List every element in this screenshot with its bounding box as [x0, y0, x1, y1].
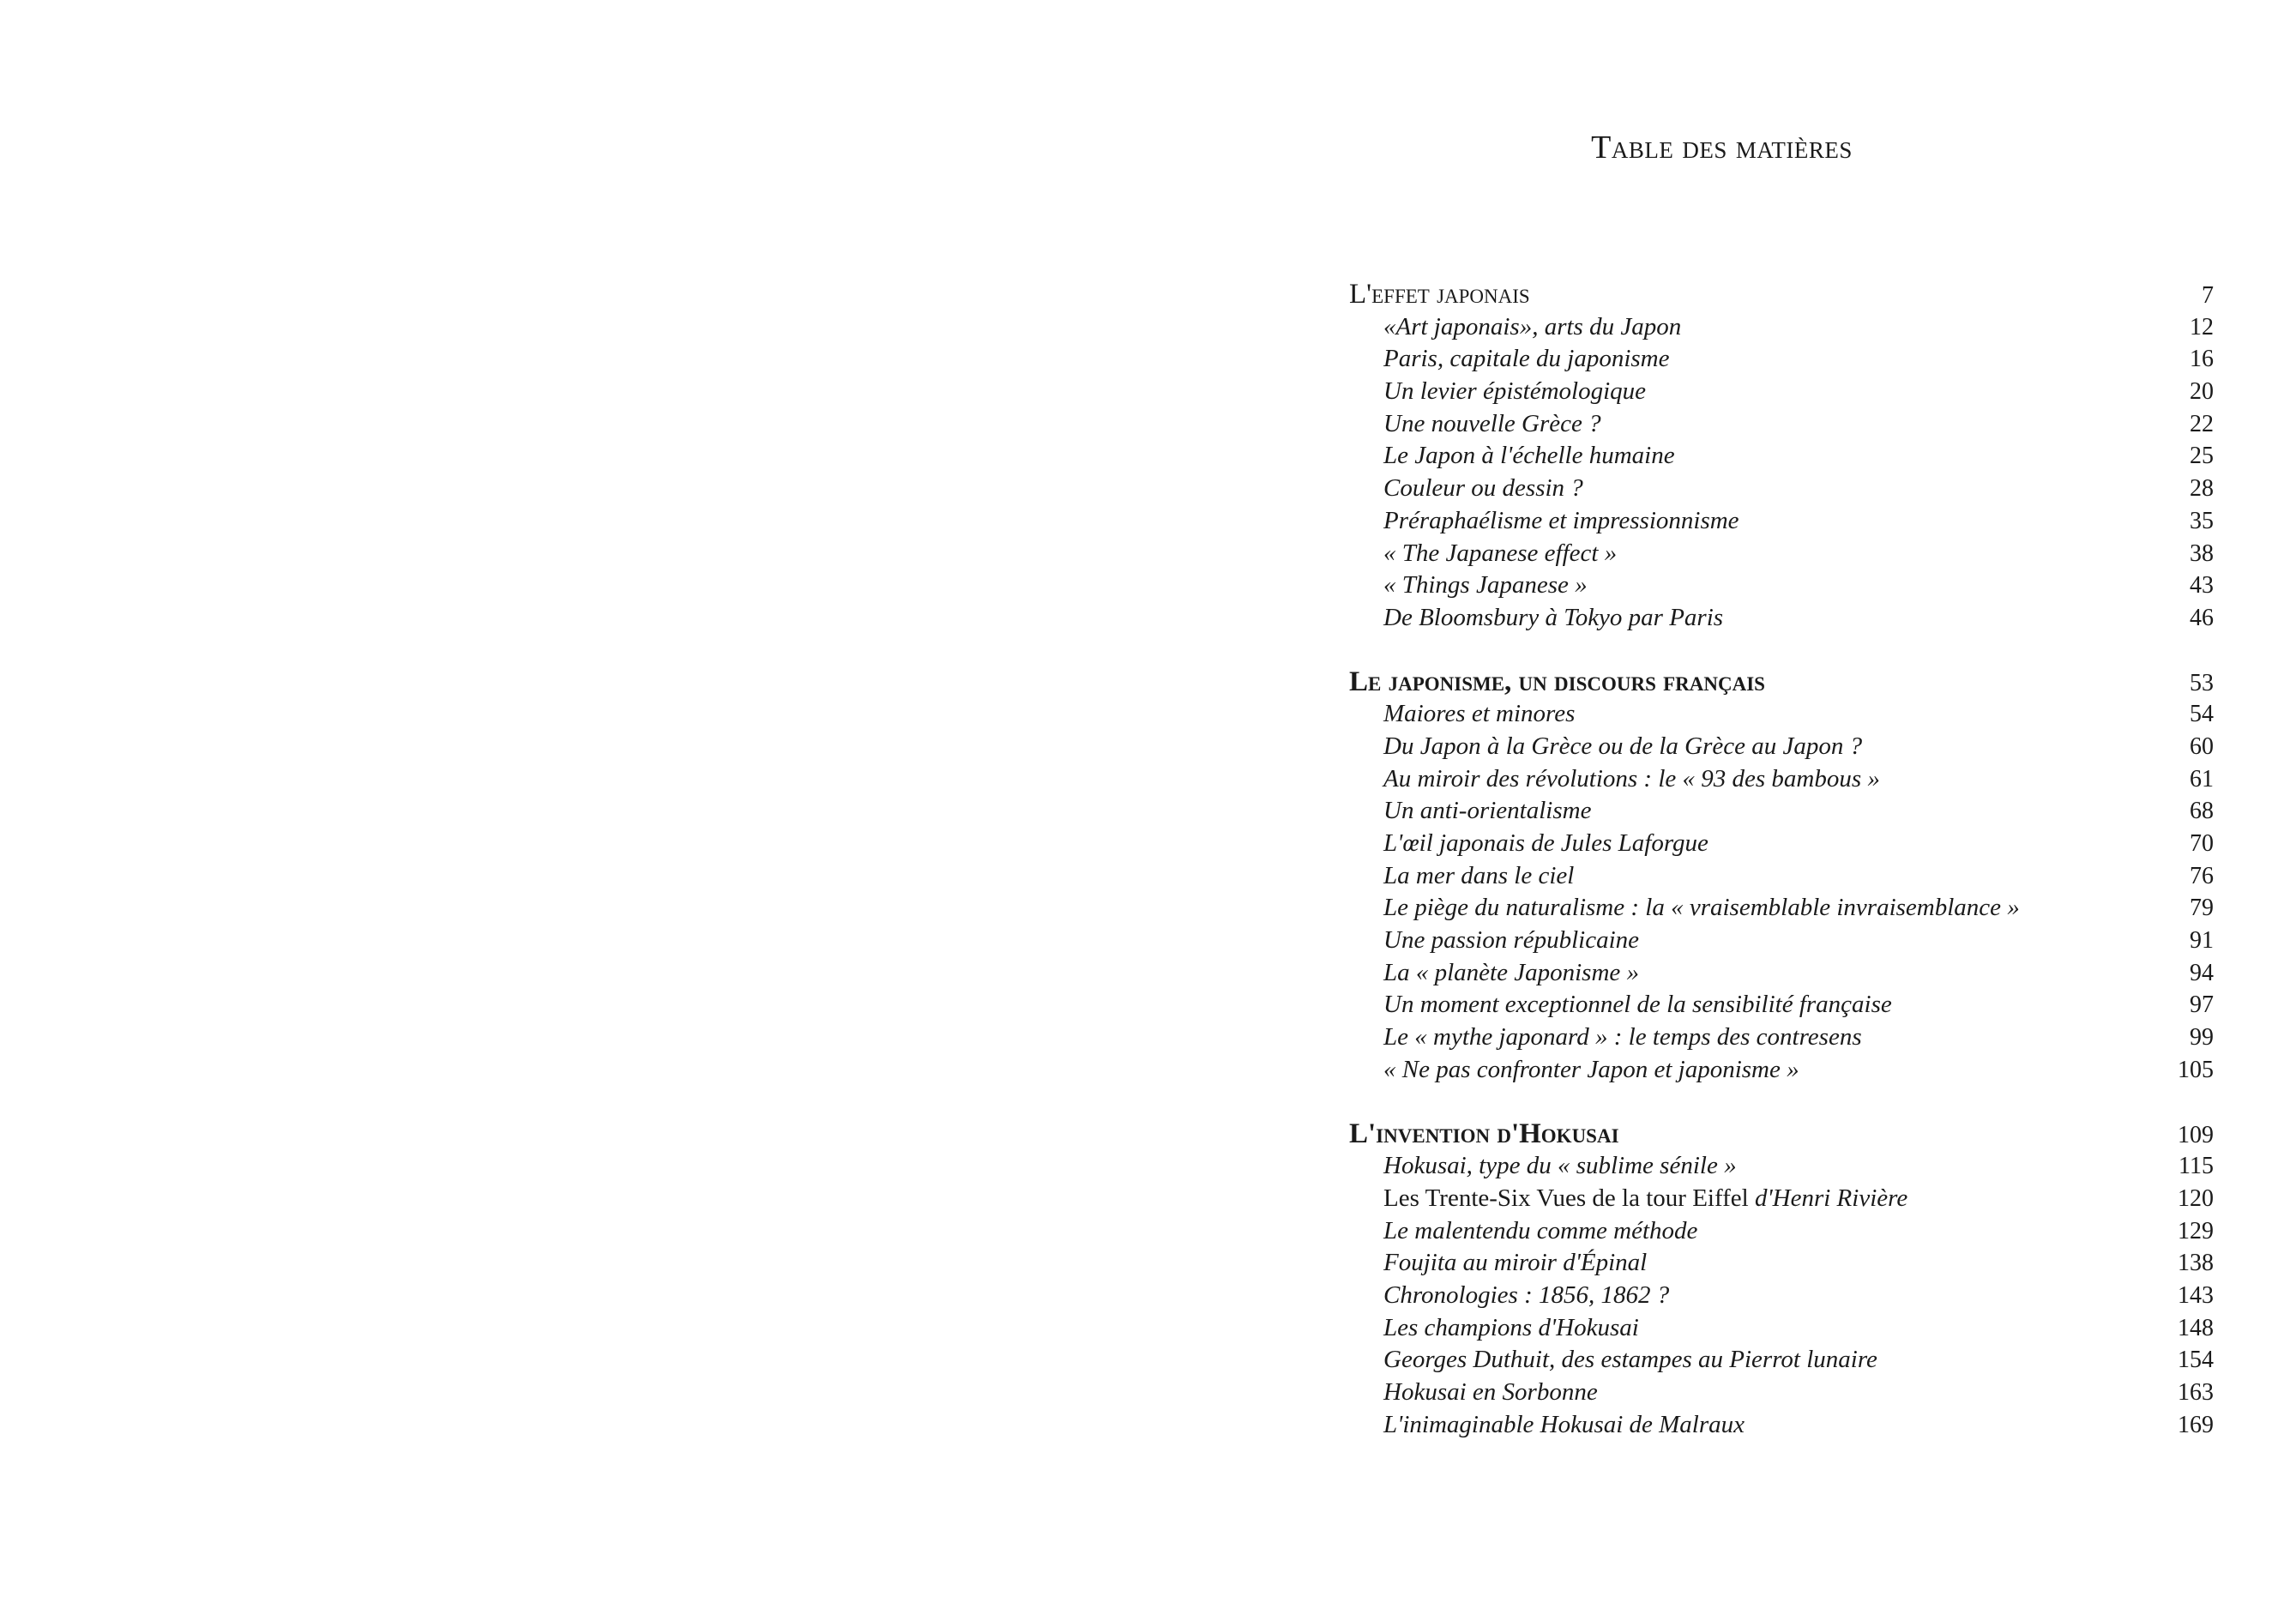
page-number: 115 [2178, 1153, 2214, 1180]
toc-entry[interactable] [1349, 925, 2214, 957]
page-number: 148 [2178, 1314, 2214, 1341]
toc-entry[interactable] [1349, 731, 2214, 763]
page-number: 46 [2190, 604, 2214, 631]
entry-label: Paris, capitale du japonisme [1383, 345, 1670, 373]
toc-entry[interactable] [1349, 569, 2214, 602]
page-number: 94 [2190, 959, 2214, 986]
toc-entry[interactable] [1349, 343, 2214, 376]
entry-label: Les champions d'Hokusai [1383, 1313, 1639, 1341]
table-of-contents [1349, 279, 2214, 1473]
entry-label: Une passion républicaine [1383, 926, 1640, 955]
toc-entry[interactable] [1349, 1150, 2214, 1183]
entry-label: L'œil japonais de Jules Laforgue [1383, 829, 1708, 857]
entry-label: Hokusai en Sorbonne [1383, 1378, 1598, 1406]
toc-entry[interactable] [1349, 1344, 2214, 1377]
page-number: 43 [2190, 572, 2214, 600]
entry-label: L'inimaginable Hokusai de Malraux [1383, 1410, 1745, 1438]
toc-entry[interactable] [1349, 989, 2214, 1021]
toc-entry[interactable] [1349, 1280, 2214, 1312]
page-number: 97 [2190, 991, 2214, 1019]
toc-entry[interactable] [1349, 795, 2214, 828]
page-number: 53 [2190, 669, 2214, 696]
entry-label: « Things Japanese » [1383, 571, 1588, 600]
page-number: 143 [2178, 1281, 2214, 1309]
entry-label: Du Japon à la Grèce ou de la Grèce au Japon ? [1383, 732, 1863, 760]
entry-label: Un moment exceptionnel de la sensibilité française [1383, 991, 1892, 1019]
entry-label: Le Japon à l'échelle humaine [1383, 442, 1675, 470]
toc-entry[interactable] [1349, 892, 2214, 925]
entry-label: Hokusai, type du « sublime sénile » [1383, 1152, 1737, 1180]
page-number: 38 [2190, 539, 2214, 567]
entry-label: « Ne pas confronter Japon et japonisme » [1383, 1055, 1799, 1083]
entry-label: « The Japanese effect » [1383, 539, 1618, 567]
entry-label: La « planète Japonisme » [1383, 958, 1640, 986]
toc-entry[interactable] [1349, 1183, 2214, 1215]
entry-label: Georges Duthuit, des estampes au Pierrot lunaire [1383, 1346, 1877, 1374]
page-number: 22 [2190, 410, 2214, 437]
entry-label: De Bloomsbury à Tokyo par Paris [1383, 603, 1724, 631]
entry-label: Maiores et minores [1383, 700, 1576, 728]
section-heading: L'invention d'Hokusai [1349, 1118, 1619, 1149]
entry-label: La mer dans le ciel [1383, 861, 1575, 889]
section-heading: Le japonisme, un discours français [1349, 666, 1765, 697]
toc-entry[interactable] [1349, 828, 2214, 860]
page-number: 16 [2190, 346, 2214, 373]
page-number: 28 [2190, 475, 2214, 503]
toc-entry[interactable] [1349, 1247, 2214, 1280]
toc-entry[interactable] [1349, 1215, 2214, 1248]
entry-label: Un levier épistémologique [1383, 377, 1647, 406]
right-page [1148, 0, 2296, 1621]
page-number: 54 [2190, 701, 2214, 728]
page-number: 68 [2190, 798, 2214, 825]
entry-label: «Art japonais», arts du Japon [1383, 312, 1682, 340]
page-number: 129 [2178, 1217, 2214, 1244]
page-number: 12 [2190, 313, 2214, 340]
toc-entry[interactable] [1349, 538, 2214, 570]
toc-entry[interactable] [1349, 1054, 2214, 1087]
page-number: 138 [2178, 1250, 2214, 1277]
entry-label: Couleur ou dessin ? [1383, 474, 1583, 503]
page-number: 35 [2190, 507, 2214, 534]
toc-entry[interactable] [1349, 1021, 2214, 1054]
toc-entry[interactable] [1349, 440, 2214, 473]
entry-label: Préraphaélisme et impressionnisme [1383, 506, 1739, 534]
page-number: 91 [2190, 927, 2214, 955]
toc-entry[interactable] [1349, 473, 2214, 505]
toc-entry[interactable] [1349, 602, 2214, 635]
page-number: 105 [2178, 1056, 2214, 1083]
page-number: 70 [2190, 830, 2214, 857]
entry-label [1383, 1183, 1907, 1215]
page-number: 25 [2190, 443, 2214, 470]
entry-label: Un anti-orientalisme [1383, 797, 1592, 825]
toc-entry[interactable] [1349, 376, 2214, 408]
page-number: 7 [2202, 282, 2214, 309]
page-number: 20 [2190, 378, 2214, 406]
section-heading-row[interactable] [1349, 1118, 2214, 1151]
toc-entry[interactable] [1349, 1377, 2214, 1409]
toc-section-2 [1349, 666, 2214, 1087]
entry-label: Le malentendu comme méthode [1383, 1216, 1698, 1244]
entry-label: Le « mythe japonard » : le temps des contresens [1383, 1023, 1862, 1052]
toc-entry[interactable] [1349, 505, 2214, 538]
toc-entry[interactable] [1349, 1409, 2214, 1442]
section-heading-row[interactable] [1349, 666, 2214, 699]
toc-entry[interactable] [1349, 1312, 2214, 1345]
page-number: 99 [2190, 1024, 2214, 1052]
toc-entry[interactable] [1349, 311, 2214, 344]
entry-label: Une nouvelle Grèce ? [1383, 409, 1601, 437]
toc-section-1 [1349, 279, 2214, 635]
entry-label: Au miroir des révolutions : le « 93 des bambous » [1383, 764, 1880, 792]
entry-label: Le piège du naturalisme : la « vraisemblable invraisemblance » [1383, 894, 2020, 922]
toc-section-3 [1349, 1118, 2214, 1442]
page-number: 163 [2178, 1379, 2214, 1406]
toc-entry[interactable] [1349, 408, 2214, 441]
toc-entry[interactable] [1349, 860, 2214, 893]
page-title: Table des matières [1591, 130, 1853, 166]
page-number: 109 [2178, 1121, 2214, 1148]
page-number: 154 [2178, 1347, 2214, 1374]
section-heading: L'effet japonais [1349, 279, 1530, 310]
entry-label-italic: d'Henri Rivière [1748, 1184, 1908, 1212]
page-number: 60 [2190, 732, 2214, 760]
entry-label-roman: Les Trente-Six Vues de la tour Eiffel [1383, 1184, 1749, 1212]
page-number: 61 [2190, 765, 2214, 792]
page-number: 76 [2190, 862, 2214, 889]
section-heading-row[interactable] [1349, 279, 2214, 311]
page-number: 169 [2178, 1411, 2214, 1438]
page-number: 120 [2178, 1184, 2214, 1212]
toc-entry[interactable] [1349, 698, 2214, 731]
toc-entry[interactable] [1349, 957, 2214, 990]
entry-label: Foujita au miroir d'Épinal [1383, 1249, 1648, 1277]
entry-label: Chronologies : 1856, 1862 ? [1383, 1281, 1670, 1309]
toc-entry[interactable] [1349, 763, 2214, 796]
page-number: 79 [2190, 895, 2214, 922]
